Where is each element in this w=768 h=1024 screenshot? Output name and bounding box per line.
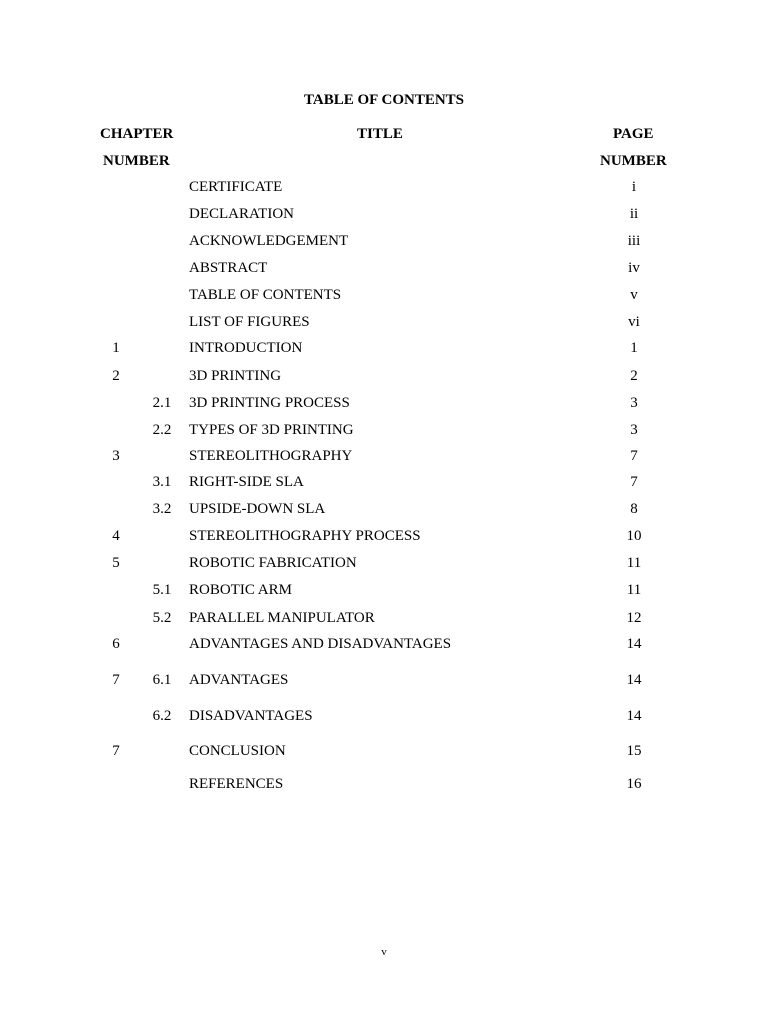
toc-row	[0, 314, 768, 334]
entry-title: REFERENCES	[189, 776, 284, 792]
page-number: 14	[626, 672, 642, 688]
chapter-number: 2	[112, 368, 120, 384]
chapter-number: 6	[112, 636, 120, 652]
toc-heading: TABLE OF CONTENTS	[303, 92, 465, 108]
chapter-number: 4	[112, 528, 120, 544]
entry-title: TABLE OF CONTENTS	[189, 287, 342, 303]
entry-title: ROBOTIC FABRICATION	[189, 555, 357, 571]
page-number: 14	[626, 708, 642, 724]
toc-row	[0, 287, 768, 307]
toc-row	[0, 260, 768, 280]
entry-title: 3D PRINTING PROCESS	[189, 395, 350, 411]
page-number: 1	[630, 340, 638, 356]
page-number: iii	[627, 233, 641, 249]
toc-row	[0, 501, 768, 521]
toc-row	[0, 555, 768, 575]
entry-title: TYPES OF 3D PRINTING	[189, 422, 354, 438]
section-number: 3.1	[152, 474, 172, 490]
section-number: 6.2	[152, 708, 172, 724]
chapter-number: 5	[112, 555, 120, 571]
section-number: 2.1	[152, 395, 172, 411]
toc-row	[0, 233, 768, 253]
toc-row	[0, 395, 768, 415]
entry-title: CERTIFICATE	[189, 179, 283, 195]
chapter-number: 7	[112, 672, 120, 688]
toc-row	[0, 422, 768, 442]
page-column-header-line1: PAGE	[613, 126, 654, 142]
page-number: v	[630, 287, 638, 303]
toc-row	[0, 672, 768, 692]
entry-title: DISADVANTAGES	[189, 708, 313, 724]
chapter-number: 1	[112, 340, 120, 356]
entry-title: CONCLUSION	[189, 743, 286, 759]
chapter-number: 7	[112, 743, 120, 759]
chapter-column-header-line1: CHAPTER	[100, 126, 174, 142]
page-number: 10	[626, 528, 642, 544]
section-number: 5.2	[152, 610, 172, 626]
entry-title: RIGHT-SIDE SLA	[189, 474, 304, 490]
toc-row	[0, 708, 768, 728]
entry-title: ADVANTAGES	[189, 672, 289, 688]
page-number: 11	[626, 582, 642, 598]
entry-title: LIST OF FIGURES	[189, 314, 310, 330]
toc-row	[0, 448, 768, 468]
toc-row	[0, 528, 768, 548]
entry-title: STEREOLITHOGRAPHY	[189, 448, 353, 464]
section-number: 2.2	[152, 422, 172, 438]
chapter-column-header-line2: NUMBER	[103, 153, 170, 169]
page-number-footer: v	[381, 946, 387, 958]
page-number: 11	[626, 555, 642, 571]
section-number: 5.1	[152, 582, 172, 598]
entry-title: STEREOLITHOGRAPHY PROCESS	[189, 528, 421, 544]
toc-row	[0, 474, 768, 494]
toc-row	[0, 636, 768, 656]
page-number: 2	[630, 368, 638, 384]
toc-row	[0, 743, 768, 763]
toc-row	[0, 610, 768, 630]
section-number: 3.2	[152, 501, 172, 517]
entry-title: ABSTRACT	[189, 260, 268, 276]
entry-title: PARALLEL MANIPULATOR	[189, 610, 375, 626]
toc-row	[0, 776, 768, 796]
toc-row	[0, 340, 768, 360]
page-number: ii	[629, 206, 639, 222]
page-number: 16	[626, 776, 642, 792]
chapter-number: 3	[112, 448, 120, 464]
entry-title: ROBOTIC ARM	[189, 582, 292, 598]
entry-title: DECLARATION	[189, 206, 294, 222]
toc-row	[0, 368, 768, 388]
page-number: 3	[630, 395, 638, 411]
title-column-header: TITLE	[357, 126, 403, 142]
entry-title: 3D PRINTING	[189, 368, 282, 384]
toc-row	[0, 179, 768, 199]
page-column-header-line2: NUMBER	[600, 153, 667, 169]
entry-title: ACKNOWLEDGEMENT	[189, 233, 349, 249]
entry-title: UPSIDE-DOWN SLA	[189, 501, 326, 517]
page-number: 12	[626, 610, 642, 626]
page-number: iv	[628, 260, 640, 276]
page-number: 7	[630, 474, 638, 490]
page-number: 14	[626, 636, 642, 652]
entry-title: INTRODUCTION	[189, 340, 303, 356]
entry-title: ADVANTAGES AND DISADVANTAGES	[189, 636, 452, 652]
page-number: 15	[626, 743, 642, 759]
toc-row	[0, 206, 768, 226]
page-number: 8	[630, 501, 638, 517]
page-number: 3	[630, 422, 638, 438]
page-number: vi	[628, 314, 640, 330]
section-number: 6.1	[152, 672, 172, 688]
page-number: i	[631, 179, 637, 195]
toc-row	[0, 582, 768, 602]
page-number: 7	[630, 448, 638, 464]
